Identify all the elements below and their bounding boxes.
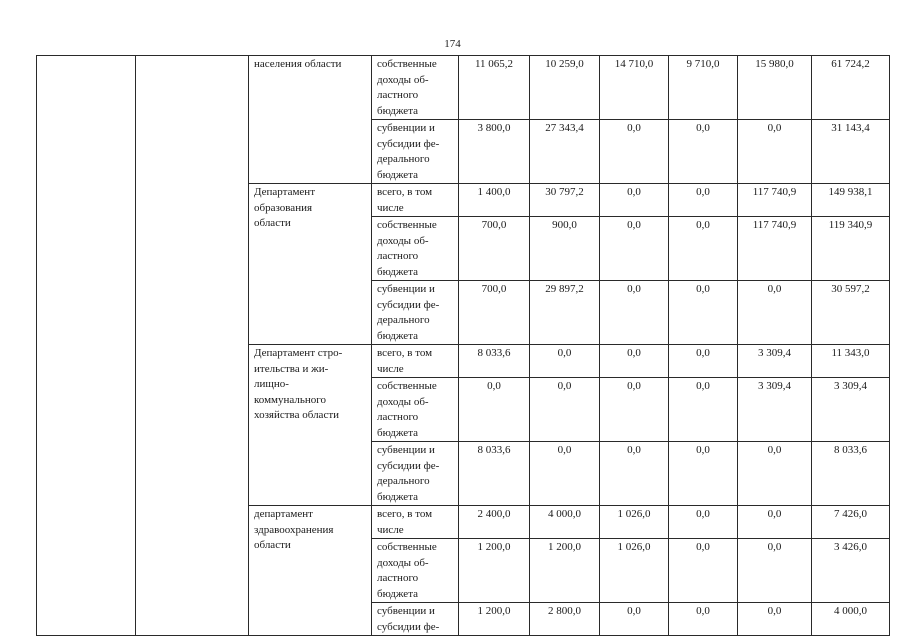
amount-cell: 0,0 xyxy=(738,120,812,184)
amount-cell: 0,0 xyxy=(669,506,738,539)
amount-cell: 2 800,0 xyxy=(530,603,600,636)
funding-source: собственные доходы об- ластного бюджета xyxy=(372,539,459,603)
amount-cell: 700,0 xyxy=(459,281,530,345)
amount-cell: 3 309,4 xyxy=(812,378,890,442)
amount-cell: 27 343,4 xyxy=(530,120,600,184)
amount-cell: 31 143,4 xyxy=(812,120,890,184)
amount-cell: 0,0 xyxy=(738,603,812,636)
funding-source: субвенции и субсидии фе- дерального бюджета xyxy=(372,120,459,184)
amount-cell: 30 597,2 xyxy=(812,281,890,345)
amount-cell: 119 340,9 xyxy=(812,217,890,281)
amount-cell: 9 710,0 xyxy=(669,56,738,120)
funding-source: собственные доходы об- ластного бюджета xyxy=(372,56,459,120)
amount-cell: 11 343,0 xyxy=(812,345,890,378)
amount-cell: 1 200,0 xyxy=(459,539,530,603)
amount-cell: 8 033,6 xyxy=(812,442,890,506)
budget-table-body xyxy=(37,56,890,636)
amount-cell: 1 200,0 xyxy=(530,539,600,603)
amount-cell: 0,0 xyxy=(600,378,669,442)
amount-cell: 3 309,4 xyxy=(738,378,812,442)
amount-cell: 0,0 xyxy=(600,184,669,217)
amount-cell: 0,0 xyxy=(459,378,530,442)
budget-table xyxy=(36,55,890,636)
amount-cell: 0,0 xyxy=(669,184,738,217)
funding-source: собственные доходы об- ластного бюджета xyxy=(372,378,459,442)
amount-cell: 2 400,0 xyxy=(459,506,530,539)
funding-source: субвенции и субсидии фе- xyxy=(372,603,459,636)
amount-cell: 0,0 xyxy=(600,281,669,345)
blank-col-1 xyxy=(37,56,136,636)
amount-cell: 149 938,1 xyxy=(812,184,890,217)
amount-cell: 3 426,0 xyxy=(812,539,890,603)
funding-source: субвенции и субсидии фе- дерального бюджета xyxy=(372,281,459,345)
amount-cell: 14 710,0 xyxy=(600,56,669,120)
amount-cell: 0,0 xyxy=(530,442,600,506)
amount-cell: 0,0 xyxy=(600,442,669,506)
amount-cell: 30 797,2 xyxy=(530,184,600,217)
amount-cell: 1 026,0 xyxy=(600,506,669,539)
amount-cell: 0,0 xyxy=(669,539,738,603)
blank-col-2 xyxy=(136,56,249,636)
amount-cell: 11 065,2 xyxy=(459,56,530,120)
amount-cell: 15 980,0 xyxy=(738,56,812,120)
funding-source: собственные доходы об- ластного бюджета xyxy=(372,217,459,281)
amount-cell: 3 800,0 xyxy=(459,120,530,184)
amount-cell: 61 724,2 xyxy=(812,56,890,120)
funding-source: всего, в том числе xyxy=(372,345,459,378)
org-name: населения области xyxy=(249,56,372,184)
funding-source: субвенции и субсидии фе- дерального бюджета xyxy=(372,442,459,506)
org-name: департамент здравоохранения области xyxy=(249,506,372,636)
amount-cell: 0,0 xyxy=(600,603,669,636)
amount-cell: 0,0 xyxy=(669,442,738,506)
amount-cell: 10 259,0 xyxy=(530,56,600,120)
funding-source: всего, в том числе xyxy=(372,506,459,539)
amount-cell: 0,0 xyxy=(738,281,812,345)
org-name: Департамент образования области xyxy=(249,184,372,345)
amount-cell: 700,0 xyxy=(459,217,530,281)
amount-cell: 0,0 xyxy=(669,120,738,184)
amount-cell: 0,0 xyxy=(600,345,669,378)
amount-cell: 4 000,0 xyxy=(812,603,890,636)
amount-cell: 0,0 xyxy=(600,217,669,281)
amount-cell: 0,0 xyxy=(600,120,669,184)
amount-cell: 0,0 xyxy=(669,217,738,281)
amount-cell: 7 426,0 xyxy=(812,506,890,539)
amount-cell: 0,0 xyxy=(738,506,812,539)
amount-cell: 8 033,6 xyxy=(459,345,530,378)
amount-cell: 1 026,0 xyxy=(600,539,669,603)
amount-cell: 0,0 xyxy=(530,378,600,442)
amount-cell: 0,0 xyxy=(738,442,812,506)
amount-cell: 0,0 xyxy=(530,345,600,378)
funding-source: всего, в том числе xyxy=(372,184,459,217)
amount-cell: 0,0 xyxy=(669,345,738,378)
amount-cell: 0,0 xyxy=(669,378,738,442)
amount-cell: 117 740,9 xyxy=(738,184,812,217)
amount-cell: 1 400,0 xyxy=(459,184,530,217)
amount-cell: 3 309,4 xyxy=(738,345,812,378)
amount-cell: 8 033,6 xyxy=(459,442,530,506)
amount-cell: 0,0 xyxy=(669,281,738,345)
table-row xyxy=(37,56,890,120)
amount-cell: 0,0 xyxy=(669,603,738,636)
amount-cell: 1 200,0 xyxy=(459,603,530,636)
org-name: Департамент стро- ительства и жи- лищно- коммунального хозяйства области xyxy=(249,345,372,506)
amount-cell: 117 740,9 xyxy=(738,217,812,281)
page-number: 174 xyxy=(444,38,461,50)
amount-cell: 29 897,2 xyxy=(530,281,600,345)
amount-cell: 900,0 xyxy=(530,217,600,281)
amount-cell: 4 000,0 xyxy=(530,506,600,539)
amount-cell: 0,0 xyxy=(738,539,812,603)
